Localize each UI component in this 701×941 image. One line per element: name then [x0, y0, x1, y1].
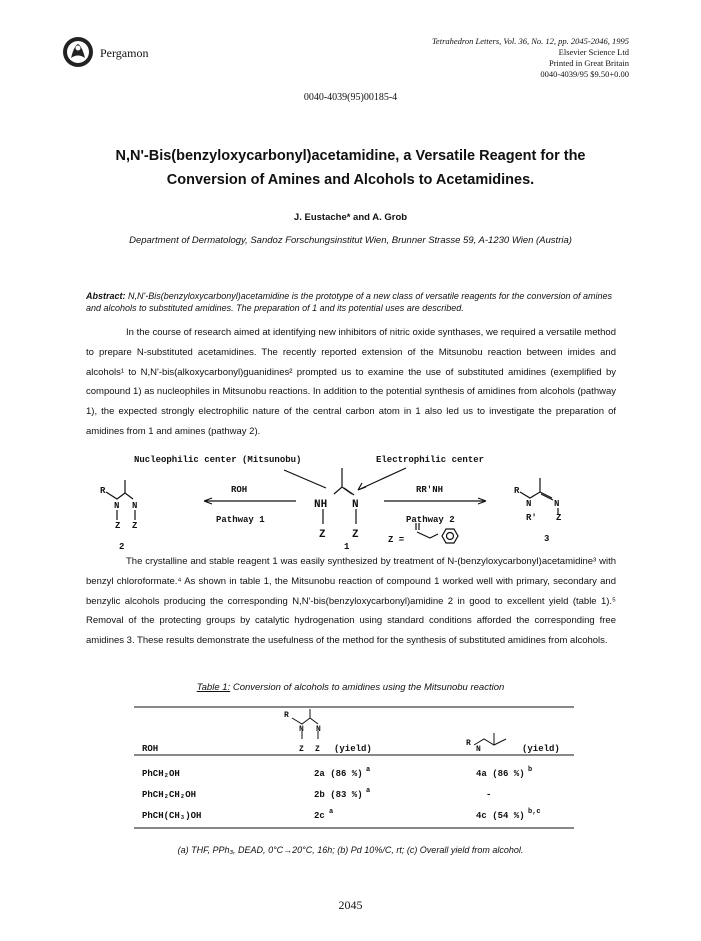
col2-struct-N1: N: [299, 725, 304, 734]
compound3-N2: N: [554, 499, 560, 509]
nucleophilic-center-label: Nucleophilic center (Mitsunobu): [134, 455, 302, 465]
compound2-Z2: Z: [132, 521, 138, 531]
header-free-yield: (yield): [522, 744, 560, 754]
compound3-label: 3: [544, 534, 550, 544]
col2-struct-Z2: Z: [315, 745, 320, 754]
compound2-N2: N: [132, 501, 138, 511]
table-caption: [0, 682, 701, 693]
row2-amidine: 2b (83 %): [314, 790, 363, 800]
compound2-Z1: Z: [115, 521, 121, 531]
table-caption-label: Table 1:: [196, 682, 231, 693]
row3-roh: PhCH(CH₃)OH: [142, 811, 202, 821]
compound3-Rp: R': [526, 513, 537, 523]
compound1-NH: NH: [314, 499, 328, 511]
compound1-Z2: Z: [352, 529, 359, 541]
row3-amidine-sup: a: [329, 808, 334, 816]
col3-struct-R: R: [466, 739, 471, 748]
electrophilic-center-label: Electrophilic center: [376, 455, 485, 465]
row3-amidine: 2c: [314, 811, 325, 821]
journal-price: 0040-4039/95 $9.50+0.00: [540, 69, 629, 79]
journal-citation: Tetrahedron Letters, Vol. 36, No. 12, pp. 2045-2046, 1995: [431, 36, 629, 46]
pergamon-logo-icon: [62, 36, 94, 68]
body-paragraph-2: The crystalline and stable reagent 1 was easily synthesized by treatment of N-(benzyloxycarbonyl)acetamidine³ with benzyl chloroformate.⁴ As shown in table 1, the Mitsunobu reaction of compound 1 worked well with primary, secondary and benzylic alcohols producing the corresponding N,N'-bis(benzyloxycarbonyl)amidine 2 in good to excellent yield (table 1).⁵ Removal of the protecting groups by catalytic hydrogenation using standard conditions afforded the corresponding free amidines 3. These results demonstrate the usefulness of the method for the synthesis of substituted amidines from alcohols.: [86, 556, 616, 647]
row2-amidine-sup: a: [366, 787, 371, 795]
journal-publisher: Elsevier Science Ltd: [558, 47, 629, 57]
compound2-label: 2: [119, 542, 125, 550]
table-caption-text: Conversion of alcohols to amidines using the Mitsunobu reaction: [232, 682, 505, 693]
row1-amidine-sup: a: [366, 766, 371, 774]
compound3-Z: Z: [556, 513, 562, 523]
reagent-roh: ROH: [231, 485, 248, 495]
compound1-Z1: Z: [319, 529, 326, 541]
header-amidine-yield: (yield): [334, 744, 372, 754]
row2-roh: PhCH₂CH₂OH: [142, 790, 197, 800]
title-line-1: N,N'-Bis(benzyloxycarbonyl)acetamidine, a Versatile Reagent for the: [115, 148, 586, 164]
title-line-2: Conversion of Amines and Alcohols to Acetamidines.: [166, 172, 535, 188]
body-paragraph-1: In the course of research aimed at identifying new inhibitors of nitric oxide synthases, we required a versatile method to prepare N-substituted acetamidines. The recently reported extension of the Mitsunobu reaction between imides and alcohols¹ to N,N'-bis(alkoxycarbonyl)guanidines² prompted us to examine the use of substituted amidines (exemplified by compound 1) as nucleophiles in Mitsunobu reactions. In addition to the potential synthesis of amidines from alcohols (pathway 1), the expected strongly electrophilic nature of the central carbon atom in 1 also led us to investigate the preparation of amidines from 1 and amines (pathway 2).: [86, 327, 616, 437]
reaction-scheme: [86, 450, 616, 550]
row1-roh: PhCH₂OH: [142, 769, 180, 779]
col2-struct-R: R: [284, 711, 289, 720]
journal-printed: Printed in Great Britain: [548, 58, 629, 68]
compound3-R: R: [514, 486, 520, 496]
abstract-label: Abstract:: [86, 291, 126, 301]
row2-free: -: [486, 790, 492, 800]
compound2-N1: N: [114, 501, 120, 511]
row1-free-sup: b: [528, 766, 533, 774]
compound1-N: N: [352, 499, 359, 511]
pathway1-label: Pathway 1: [216, 515, 265, 525]
col3-struct-N: N: [476, 745, 481, 754]
pathway2-label: Pathway 2: [406, 515, 455, 525]
compound3-N1: N: [526, 499, 532, 509]
compound2-R: R: [100, 486, 106, 496]
row1-free: 4a (86 %): [476, 769, 525, 779]
abstract: [86, 290, 616, 314]
results-table: [134, 705, 574, 830]
z-definition: Z =: [388, 535, 405, 545]
reagent-amine: RR'NH: [416, 485, 444, 495]
doi-code: 0040-4039(95)00185-4: [303, 92, 398, 103]
journal-info: [432, 36, 629, 80]
compound1-label: 1: [344, 542, 350, 550]
col2-struct-N2: N: [316, 725, 321, 734]
publisher-name: Pergamon: [100, 46, 149, 60]
header-roh: ROH: [142, 744, 159, 754]
page-number: 2045: [338, 898, 363, 912]
authors: J. Eustache* and A. Grob: [293, 212, 408, 223]
row3-free-sup: b,c: [528, 808, 541, 816]
col2-struct-Z1: Z: [299, 745, 304, 754]
table-footnote: (a) THF, PPh₃, DEAD, 0°C→20°C, 16h; (b) Pd 10%/C, rt; (c) Overall yield from alcohol.: [177, 845, 524, 855]
affiliation: Department of Dermatology, Sandoz Forschungsinstitut Wien, Brunner Strasse 59, A-1230 Wien (Austria): [129, 235, 572, 246]
abstract-text: N,N'-Bis(benzyloxycarbonyl)acetamidine is the prototype of a new class of versatile reagents for the conversion of amines and alcohols to substituted amidines. The preparation of 1 and its potential uses are described.: [86, 291, 612, 313]
row3-free: 4c (54 %): [476, 811, 525, 821]
row1-amidine: 2a (86 %): [314, 769, 363, 779]
article-title: [90, 144, 611, 192]
